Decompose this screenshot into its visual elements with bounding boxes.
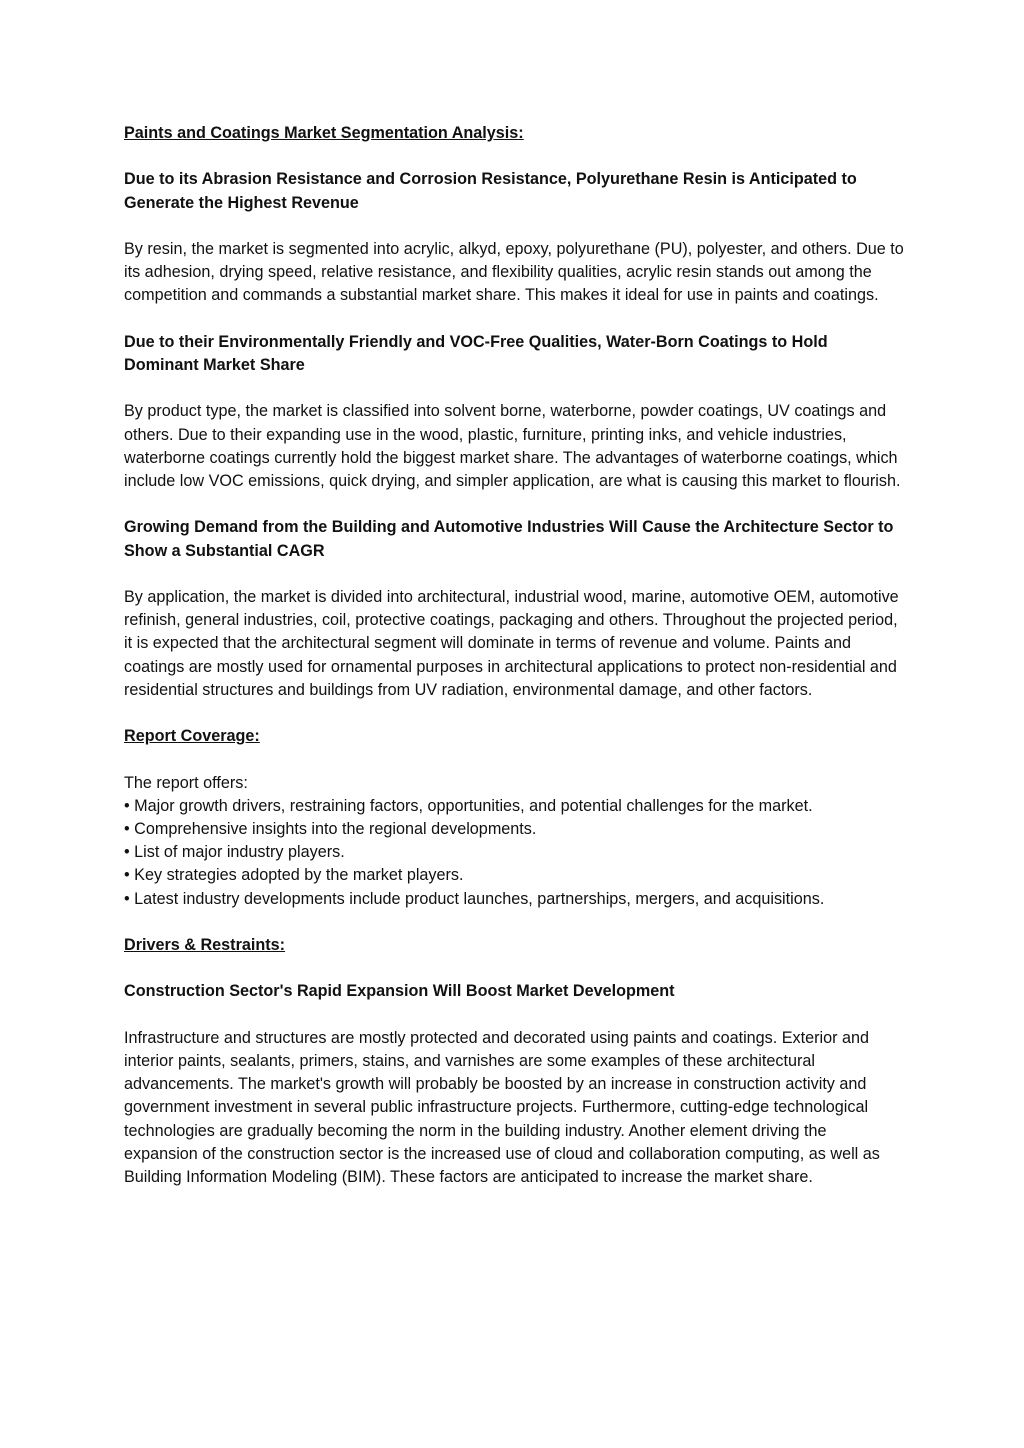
coverage-list-item: • List of major industry players. (124, 841, 904, 864)
product-heading: Due to their Environmentally Friendly and VOC-Free Qualities, Water-Born Coatings to Hold Dominant Market Share (124, 332, 828, 374)
coverage-list (124, 795, 904, 911)
coverage-list-item: • Major growth drivers, restraining factors, opportunities, and potential challenges for the market. (124, 795, 904, 818)
document-page (124, 122, 904, 1212)
application-paragraph: By application, the market is divided into architectural, industrial wood, marine, automotive OEM, automotive refinish, general industries, coil, protective coatings, packaging and others. Throughout the projected period, it is expected that the architectural segment will dominate in terms of revenue and volume. Paints and coatings are mostly used for ornamental purposes in architectural applications to protect non-residential and residential structures and buildings from UV radiation, environmental damage, and other factors. (124, 587, 899, 699)
product-paragraph: By product type, the market is classified into solvent borne, waterborne, powder coatings, UV coatings and others. Due to their expanding use in the wood, plastic, furniture, printing inks, and vehicle industries, waterborne coatings currently hold the biggest market share. The advantages of waterborne coatings, which include low VOC emissions, quick drying, and simpler application, are what is causing this market to flourish. (124, 402, 901, 490)
segmentation-title: Paints and Coatings Market Segmentation Analysis: (124, 124, 524, 142)
drivers-paragraph: Infrastructure and structures are mostly protected and decorated using paints and coatings. Exterior and interior paints, sealants, primers, stains, and varnishes are some examples of these architectural advancements. The market's growth will probably be boosted by an increase in construction activity and government investment in several public infrastructure projects. Furthermore, cutting-edge technological technologies are gradually becoming the norm in the building industry. Another element driving the expansion of the construction sector is the increased use of cloud and collaboration computing, as well as Building Information Modeling (BIM). These factors are anticipated to increase the market share. (124, 1028, 880, 1186)
coverage-title: Report Coverage: (124, 727, 260, 746)
coverage-intro: The report offers: (124, 773, 248, 792)
coverage-list-item: • Key strategies adopted by the market players. (124, 864, 904, 887)
resin-heading: Due to its Abrasion Resistance and Corrosion Resistance, Polyurethane Resin is Anticipated to Generate the Highest Revenue (124, 170, 857, 212)
coverage-list-item: • Comprehensive insights into the regional developments. (124, 818, 904, 841)
coverage-list-item: • Latest industry developments include product launches, partnerships, mergers, and acquisitions. (124, 888, 904, 911)
application-heading: Growing Demand from the Building and Automotive Industries Will Cause the Architecture Sector to Show a Substantial CAGR (124, 518, 894, 560)
resin-paragraph: By resin, the market is segmented into acrylic, alkyd, epoxy, polyurethane (PU), polyester, and others. Due to its adhesion, drying speed, relative resistance, and flexibility qualities, acrylic resin stands out among the competition and commands a substantial market share. This makes it ideal for use in paints and coatings. (124, 239, 904, 305)
drivers-heading: Construction Sector's Rapid Expansion Will Boost Market Development (124, 982, 675, 1001)
drivers-title: Drivers & Restraints: (124, 935, 286, 954)
